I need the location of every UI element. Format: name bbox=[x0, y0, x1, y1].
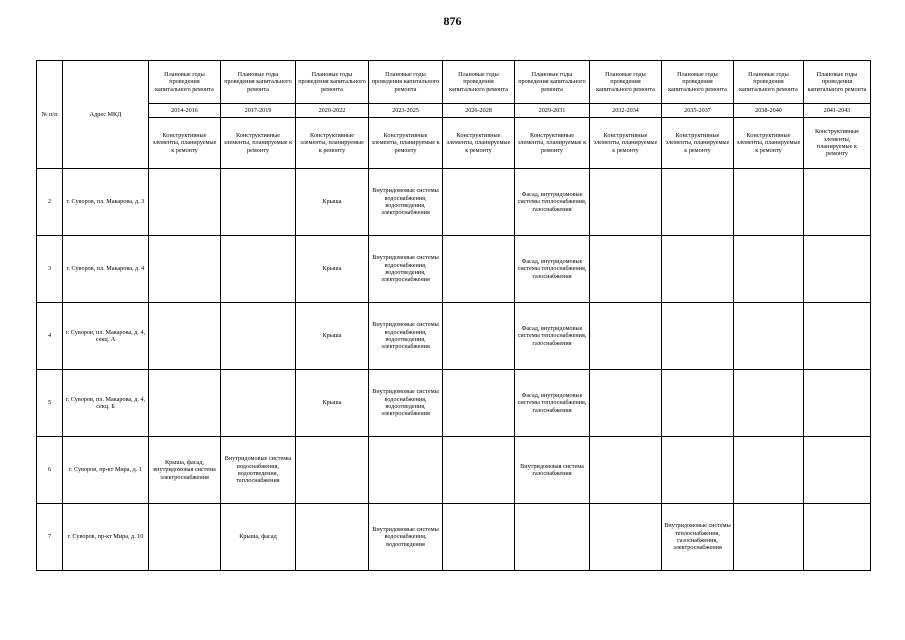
repair-elements-cell bbox=[149, 504, 221, 571]
period-title: Плановые годы проведения капитального ремонта bbox=[804, 61, 871, 104]
repair-elements-cell bbox=[515, 504, 590, 571]
repair-elements-cell bbox=[443, 437, 515, 504]
repair-elements-cell: Крыша bbox=[296, 169, 369, 236]
repair-elements-cell bbox=[296, 504, 369, 571]
row-number: 7 bbox=[37, 504, 63, 571]
table-row bbox=[37, 236, 871, 303]
repair-elements-cell bbox=[804, 303, 871, 370]
repair-elements-cell bbox=[734, 437, 804, 504]
period-title: Плановые годы проведения капитального ремонта bbox=[515, 61, 590, 104]
repair-elements-cell bbox=[149, 370, 221, 437]
repair-elements-cell bbox=[734, 236, 804, 303]
period-elements-label: Конструктивные элементы, планируемые к ремонту bbox=[149, 118, 221, 169]
repair-elements-cell bbox=[804, 504, 871, 571]
repair-elements-cell bbox=[590, 504, 662, 571]
repair-elements-cell bbox=[149, 169, 221, 236]
repair-elements-cell: Внутридомовые системы теплоснабжения, газоснабжения, электроснабжения bbox=[662, 504, 734, 571]
row-address: г. Суворов, пл. Макарова, д. 3 bbox=[63, 169, 149, 236]
repair-elements-cell bbox=[443, 370, 515, 437]
repair-elements-cell bbox=[662, 303, 734, 370]
capital-repair-plan-table bbox=[36, 60, 871, 571]
table-row bbox=[37, 169, 871, 236]
repair-elements-cell bbox=[734, 504, 804, 571]
repair-elements-cell: Внутридомовые системы водоснабжения, водоотведения, электроснабжения bbox=[369, 236, 443, 303]
repair-elements-cell: Внутридомовые системы водоснабжения, водоотведения, электроснабжения bbox=[369, 303, 443, 370]
repair-elements-cell: Крыша, фасад, внутридомовая система электроснабжения bbox=[149, 437, 221, 504]
repair-elements-cell bbox=[734, 303, 804, 370]
row-address: г. Суворов, пл. Макарова, д. 4, секц. Б bbox=[63, 370, 149, 437]
period-title: Плановые годы проведения капитального ремонта bbox=[662, 61, 734, 104]
column-header-number: № п/п bbox=[37, 61, 63, 169]
period-years: 2023-2025 bbox=[369, 104, 443, 118]
repair-elements-cell bbox=[590, 370, 662, 437]
row-number: 4 bbox=[37, 303, 63, 370]
repair-elements-cell bbox=[443, 169, 515, 236]
repair-elements-cell bbox=[804, 370, 871, 437]
period-years: 2029-2031 bbox=[515, 104, 590, 118]
period-years: 2038-2040 bbox=[734, 104, 804, 118]
repair-elements-cell bbox=[221, 169, 296, 236]
row-number: 2 bbox=[37, 169, 63, 236]
table-row bbox=[37, 303, 871, 370]
table-row bbox=[37, 370, 871, 437]
repair-elements-cell bbox=[662, 236, 734, 303]
repair-elements-cell: Фасад, внутридомовые системы теплоснабжения, газоснабжения bbox=[515, 370, 590, 437]
row-number: 6 bbox=[37, 437, 63, 504]
column-header-address: Адрес МКД bbox=[63, 61, 149, 169]
row-address: г. Суворов, пл. Макарова, д. 4, секц. А bbox=[63, 303, 149, 370]
period-elements-label: Конструктивные элементы, планируемые к ремонту bbox=[734, 118, 804, 169]
period-elements-label: Конструктивные элементы, планируемые к ремонту bbox=[296, 118, 369, 169]
period-title: Плановые годы проведения капитального ремонта bbox=[296, 61, 369, 104]
period-elements-label: Конструктивные элементы, планируемые к ремонту bbox=[515, 118, 590, 169]
period-elements-label: Конструктивные элементы, планируемые к ремонту bbox=[662, 118, 734, 169]
period-years: 2041-2043 bbox=[804, 104, 871, 118]
period-years: 2032-2034 bbox=[590, 104, 662, 118]
row-number: 3 bbox=[37, 236, 63, 303]
repair-elements-cell bbox=[296, 437, 369, 504]
repair-elements-cell: Внутридомовые системы водоснабжения, водоотведения, электроснабжения bbox=[369, 169, 443, 236]
period-elements-label: Конструктивные элементы, планируемые к ремонту bbox=[804, 118, 871, 169]
repair-elements-cell bbox=[662, 370, 734, 437]
repair-elements-cell bbox=[590, 303, 662, 370]
repair-elements-cell bbox=[221, 236, 296, 303]
repair-elements-cell bbox=[149, 236, 221, 303]
page-number: 876 bbox=[443, 14, 462, 28]
row-address: г. Суворов, пр-кт Мира, д. 10 bbox=[63, 504, 149, 571]
row-number: 5 bbox=[37, 370, 63, 437]
repair-elements-cell bbox=[590, 169, 662, 236]
period-elements-label: Конструктивные элементы, планируемые к ремонту bbox=[443, 118, 515, 169]
repair-elements-cell: Крыша, фасад bbox=[221, 504, 296, 571]
period-years: 2035-2037 bbox=[662, 104, 734, 118]
period-years: 2026-2028 bbox=[443, 104, 515, 118]
period-years: 2017-2019 bbox=[221, 104, 296, 118]
repair-elements-cell bbox=[443, 236, 515, 303]
repair-elements-cell bbox=[804, 437, 871, 504]
row-address: г. Суворов, пл. Макарова, д. 4 bbox=[63, 236, 149, 303]
period-elements-label: Конструктивные элементы, планируемые к ремонту bbox=[369, 118, 443, 169]
repair-elements-cell bbox=[369, 437, 443, 504]
repair-elements-cell: Фасад, внутридомовые системы теплоснабжения, газоснабжения bbox=[515, 303, 590, 370]
repair-elements-cell bbox=[590, 437, 662, 504]
repair-elements-cell: Крыша bbox=[296, 303, 369, 370]
period-title: Плановые годы проведения капитального ремонта bbox=[221, 61, 296, 104]
header-row-elements bbox=[37, 118, 871, 169]
repair-elements-cell bbox=[804, 236, 871, 303]
repair-elements-cell bbox=[443, 504, 515, 571]
repair-elements-cell bbox=[734, 370, 804, 437]
period-years: 2014-2016 bbox=[149, 104, 221, 118]
header-row-titles bbox=[37, 61, 871, 104]
repair-elements-cell bbox=[662, 437, 734, 504]
table-row bbox=[37, 437, 871, 504]
repair-elements-cell bbox=[221, 303, 296, 370]
table-row bbox=[37, 504, 871, 571]
period-title: Плановые годы проведения капитального ремонта bbox=[149, 61, 221, 104]
period-title: Плановые годы проведения капитального ремонта bbox=[369, 61, 443, 104]
repair-elements-cell bbox=[590, 236, 662, 303]
row-address: г. Суворов, пр-кт Мира, д. 1 bbox=[63, 437, 149, 504]
period-years: 2020-2022 bbox=[296, 104, 369, 118]
repair-elements-cell bbox=[804, 169, 871, 236]
repair-elements-cell: Фасад, внутридомовые системы теплоснабжения, газоснабжения bbox=[515, 169, 590, 236]
repair-elements-cell bbox=[443, 303, 515, 370]
repair-elements-cell: Внутридомовые системы водоснабжения, водоотведения, теплоснабжения bbox=[221, 437, 296, 504]
repair-elements-cell: Фасад, внутридомовые системы теплоснабжения, газоснабжения bbox=[515, 236, 590, 303]
repair-elements-cell: Внутридомовые системы водоснабжения, водоотведения bbox=[369, 504, 443, 571]
period-elements-label: Конструктивные элементы, планируемые к ремонту bbox=[221, 118, 296, 169]
repair-elements-cell: Внутридомовые системы водоснабжения, водоотведения, электроснабжения bbox=[369, 370, 443, 437]
period-elements-label: Конструктивные элементы, планируемые к ремонту bbox=[590, 118, 662, 169]
repair-elements-cell: Крыша bbox=[296, 236, 369, 303]
table-body bbox=[37, 169, 871, 571]
repair-elements-cell bbox=[149, 303, 221, 370]
repair-elements-cell bbox=[662, 169, 734, 236]
period-title: Плановые годы проведения капитального ремонта bbox=[734, 61, 804, 104]
header-row-years bbox=[37, 104, 871, 118]
period-title: Плановые годы проведения капитального ремонта bbox=[590, 61, 662, 104]
period-title: Плановые годы проведения капитального ремонта bbox=[443, 61, 515, 104]
repair-elements-cell: Внутридомовая система газоснабжения bbox=[515, 437, 590, 504]
repair-elements-cell: Крыша bbox=[296, 370, 369, 437]
repair-elements-cell bbox=[734, 169, 804, 236]
repair-elements-cell bbox=[221, 370, 296, 437]
